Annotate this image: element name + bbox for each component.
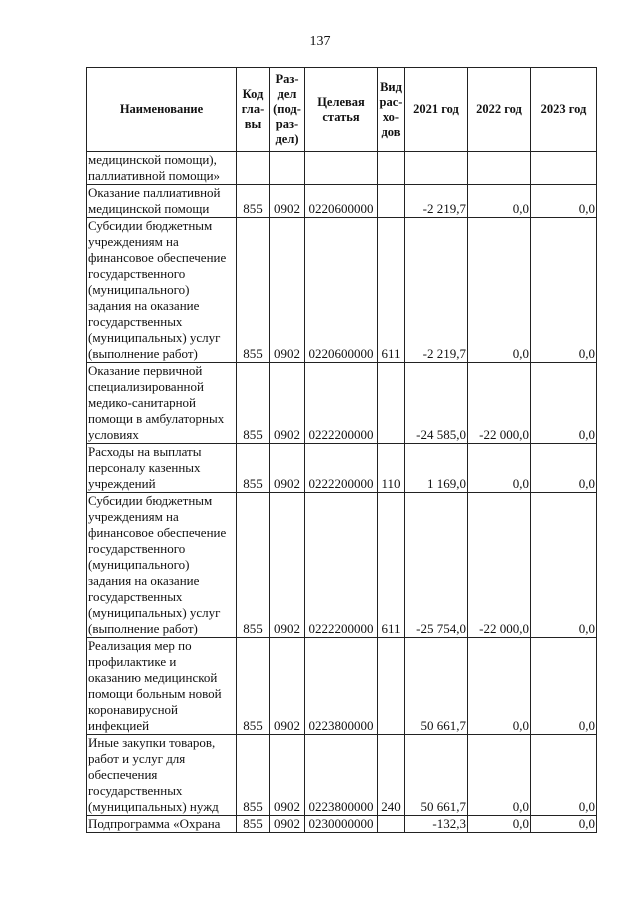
header-section: Раз- дел (под- раз- дел) [270, 68, 305, 152]
cell-code: 855 [237, 816, 270, 833]
cell-expense-type: 611 [378, 493, 405, 638]
table-row [87, 152, 597, 185]
page-number: 137 [309, 34, 331, 49]
cell-2022: 0,0 [468, 185, 531, 218]
table-row [87, 185, 597, 218]
cell-code: 855 [237, 735, 270, 816]
cell-2022: 0,0 [468, 735, 531, 816]
cell-2022: -22 000,0 [468, 493, 531, 638]
cell-code: 855 [237, 363, 270, 444]
cell-2022: -22 000,0 [468, 363, 531, 444]
cell-section: 0902 [270, 638, 305, 735]
cell-2023: 0,0 [531, 816, 597, 833]
cell-section [270, 152, 305, 185]
cell-name: Субсидии бюджетным учреждениям на финансовое обеспечение государственного (муниципального) задания на оказание государственных (муниципальных) услуг (выполнение работ) [87, 493, 237, 638]
cell-name: Оказание паллиативной медицинской помощи [87, 185, 237, 218]
cell-section: 0902 [270, 493, 305, 638]
cell-name: Иные закупки товаров, работ и услуг для обеспечения государственных (муниципальных) нужд [87, 735, 237, 816]
cell-2021: -24 585,0 [405, 363, 468, 444]
cell-2023 [531, 152, 597, 185]
cell-2021: -2 219,7 [405, 185, 468, 218]
cell-target: 0223800000 [305, 638, 378, 735]
cell-expense-type: 110 [378, 444, 405, 493]
cell-expense-type: 240 [378, 735, 405, 816]
cell-target: 0222200000 [305, 444, 378, 493]
cell-2021: 1 169,0 [405, 444, 468, 493]
cell-target: 0223800000 [305, 735, 378, 816]
cell-2021 [405, 152, 468, 185]
cell-expense-type [378, 363, 405, 444]
cell-2022: 0,0 [468, 816, 531, 833]
header-2023: 2023 год [531, 68, 597, 152]
cell-section: 0902 [270, 444, 305, 493]
cell-expense-type [378, 638, 405, 735]
cell-section: 0902 [270, 218, 305, 363]
cell-code [237, 152, 270, 185]
cell-expense-type [378, 152, 405, 185]
table-row [87, 493, 597, 638]
cell-code: 855 [237, 638, 270, 735]
cell-2021: 50 661,7 [405, 735, 468, 816]
cell-2023: 0,0 [531, 444, 597, 493]
cell-code: 855 [237, 185, 270, 218]
cell-name: Подпрограмма «Охрана [87, 816, 237, 833]
cell-section: 0902 [270, 735, 305, 816]
cell-2023: 0,0 [531, 493, 597, 638]
cell-2022: 0,0 [468, 638, 531, 735]
cell-2021: 50 661,7 [405, 638, 468, 735]
cell-2023: 0,0 [531, 363, 597, 444]
cell-code: 855 [237, 444, 270, 493]
table-row [87, 218, 597, 363]
cell-2022: 0,0 [468, 218, 531, 363]
cell-name: Реализация мер по профилактике и оказанию медицинской помощи больным новой коронавирусной инфекцией [87, 638, 237, 735]
cell-code: 855 [237, 218, 270, 363]
cell-target: 0230000000 [305, 816, 378, 833]
cell-expense-type [378, 185, 405, 218]
cell-section: 0902 [270, 816, 305, 833]
table-row [87, 735, 597, 816]
header-name: Наименование [87, 68, 237, 152]
cell-2022: 0,0 [468, 444, 531, 493]
budget-table [86, 67, 597, 833]
cell-expense-type: 611 [378, 218, 405, 363]
cell-2023: 0,0 [531, 185, 597, 218]
cell-target: 0222200000 [305, 493, 378, 638]
cell-name: Субсидии бюджетным учреждениям на финансовое обеспечение государственного (муниципального) задания на оказание государственных (муниципальных) услуг (выполнение работ) [87, 218, 237, 363]
header-target: Целевая статья [305, 68, 378, 152]
header-code: Код гла- вы [237, 68, 270, 152]
cell-code: 855 [237, 493, 270, 638]
cell-2023: 0,0 [531, 735, 597, 816]
cell-2023: 0,0 [531, 218, 597, 363]
table-row [87, 816, 597, 833]
cell-expense-type [378, 816, 405, 833]
cell-name: медицинской помощи), паллиативной помощи» [87, 152, 237, 185]
table-row [87, 363, 597, 444]
cell-section: 0902 [270, 185, 305, 218]
header-row [87, 68, 597, 152]
cell-target: 0222200000 [305, 363, 378, 444]
cell-target: 0220600000 [305, 185, 378, 218]
cell-name: Расходы на выплаты персоналу казенных учреждений [87, 444, 237, 493]
cell-2022 [468, 152, 531, 185]
cell-target [305, 152, 378, 185]
table-row [87, 638, 597, 735]
cell-2021: -132,3 [405, 816, 468, 833]
header-2021: 2021 год [405, 68, 468, 152]
cell-2021: -2 219,7 [405, 218, 468, 363]
cell-target: 0220600000 [305, 218, 378, 363]
header-expense-type: Вид рас- хо- дов [378, 68, 405, 152]
cell-2021: -25 754,0 [405, 493, 468, 638]
cell-name: Оказание первичной специализированной медико-санитарной помощи в амбулаторных условиях [87, 363, 237, 444]
cell-section: 0902 [270, 363, 305, 444]
cell-2023: 0,0 [531, 638, 597, 735]
header-2022: 2022 год [468, 68, 531, 152]
table-row [87, 444, 597, 493]
